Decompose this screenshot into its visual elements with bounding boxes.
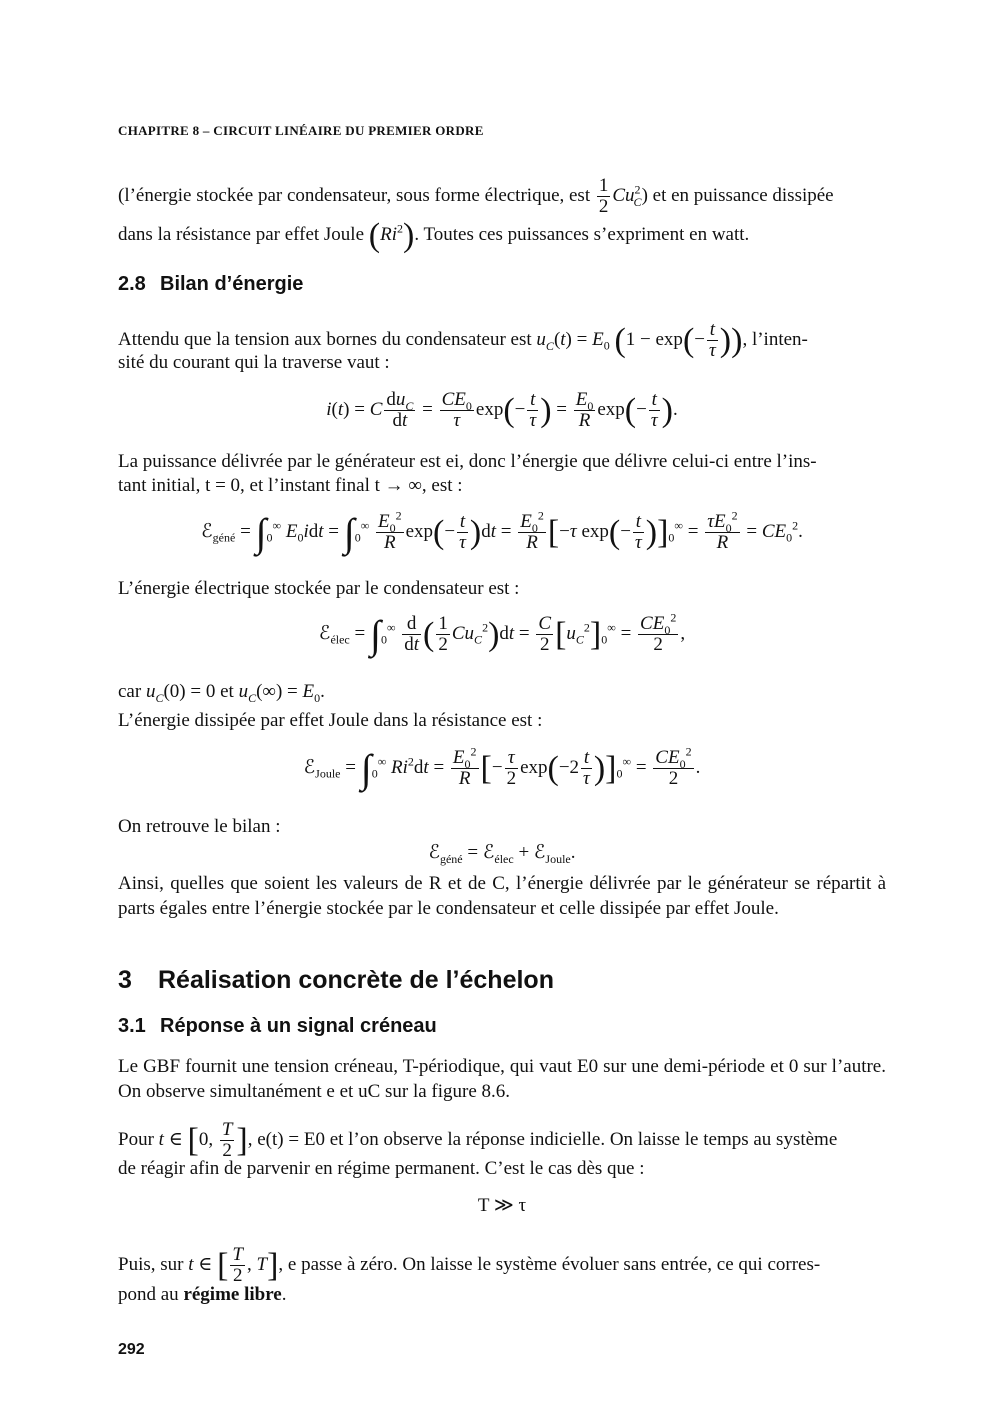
intro-text-a: (l’énergie stockée par condensateur, sous forme électrique, est bbox=[118, 184, 591, 206]
equation-current: i(t) = C $\frac{du_C}{dt}$ = $\frac{CE_0}{\tau}$ exp(− $\frac{t}{\tau}$ ) = $\frac{E_0}{R}$ exp(− $\frac{t}{\tau}$ ). bbox=[326, 389, 678, 431]
paragraph-text: Pour bbox=[118, 1128, 154, 1150]
paragraph-puis: Puis, sur t ∈ [ $\frac{T}{2}$ , T], e passe à zéro. On laisse le système évoluer sans entrée, ce qui corres- bbox=[118, 1244, 821, 1286]
paragraph-tension-cont: sité du courant qui la traverse vaut : bbox=[118, 352, 390, 373]
paragraph-gbf: Le GBF fournit une tension créneau, T-périodique, qui vaut E0 sur une demi-période et 0 sur l’autre. On observe simultanément e et uC sur la figure 8.6. bbox=[118, 1056, 886, 1102]
paragraph-pour: Pour t ∈ [0, $\frac{T}{2}$ ], e(t) = E0 et l’on observe la réponse indicielle. On laisse le temps au système bbox=[118, 1119, 838, 1161]
equation-bilan: ℰ$_{géné}$ = ℰ$_{élec}$ + ℰ$_{Joule}$. bbox=[428, 842, 576, 866]
intro-text-d: . Toutes ces puissances s’expriment en watt. bbox=[414, 224, 750, 245]
intro-text-b: ) et en puissance dissipée bbox=[641, 184, 834, 206]
paragraph-electric: L’énergie électrique stockée par le condensateur est : bbox=[118, 578, 520, 599]
page-number: 292 bbox=[118, 1341, 145, 1358]
paragraph-puissance bbox=[118, 449, 886, 474]
section-number: 3 bbox=[118, 966, 132, 994]
running-header: CHAPITRE 8 – CIRCUIT LINÉAIRE DU PREMIER ORDRE bbox=[118, 123, 484, 138]
paragraph-text: pond au bbox=[118, 1284, 179, 1305]
section-number: 3.1 bbox=[118, 1015, 146, 1037]
paragraph-text: La puissance délivrée par le générateur est ei, donc l’énergie que délivre celui-ci entre l’ins- bbox=[118, 451, 817, 472]
section-3-1-heading bbox=[118, 1014, 437, 1039]
equation-energy-joule: ℰ$_{Joule}$ = $\int_0^\infty$ $Ri^2dt$ = $\frac{E_0^2}{R}$ [− $\frac{\tau}{2}$ exp(−2 $\frac{t}{\tau}$ )]$_0^\infty$ = $\frac{CE_0^2}{2}$ . bbox=[303, 744, 701, 791]
section-title: Réponse à un signal créneau bbox=[160, 1015, 437, 1037]
equation-energy-electric: ℰ$_{élec}$ = $\int_0^\infty$ $\frac{d}{dt}$ ( $\frac{1}{2}$ $Cu_C^2)dt$ = $\frac{C}{2}$ $[u_C^2]_0^\infty$ = $\frac{CE_0^2}{2}$ , bbox=[318, 610, 686, 657]
paragraph-ainsi: Ainsi, quelles que soient les valeurs de R et de C, l’énergie délivrée par le générateur se répartit à parts égales entre l’énergie stockée par le condensateur et celle dissipée par effet Joule. bbox=[118, 873, 886, 919]
paragraph-bilan: On retrouve le bilan : bbox=[118, 816, 281, 837]
section-title: Réalisation concrète de l’échelon bbox=[158, 966, 554, 994]
paragraph-joule: L’énergie dissipée par effet Joule dans la résistance est : bbox=[118, 710, 543, 731]
section-title: Bilan d’énergie bbox=[160, 273, 304, 295]
paragraph-tension: Attendu que la tension aux bornes du condensateur est $u_C(t) = E_0$ (1 − exp(− $\frac{t}{\tau}$ )), l’inten- bbox=[118, 319, 808, 361]
equation-energy-generator: ℰ$_{géné}$ = $\int_0^\infty$ $E_0idt = \int_0^\infty$ $\frac{E_0^2}{R}$ exp(− $\frac{t}{\tau}$ )dt = $\frac{E_0^2}{R}$ [−τ exp(− $\frac{t}{\tau}$ )]$_0^\infty$ = $\frac{\tau E_0^2}{R}$ = $CE_0^2$. bbox=[201, 508, 803, 555]
paragraph-text: , e(t) = E0 et l’on observe la réponse indicielle. On laisse le temps au système bbox=[247, 1128, 838, 1150]
section-3-heading bbox=[118, 968, 554, 993]
section-2-8-heading bbox=[118, 272, 303, 297]
paragraph-puissance-cont: tant initial, t = 0, et l’instant final t → ∞, est : bbox=[118, 475, 463, 496]
paragraph-text: , e passe à zéro. On laisse le système évoluer sans entrée, ce qui corres- bbox=[278, 1253, 821, 1275]
intro-line-1: (l’énergie stockée par condensateur, sous forme électrique, est $\frac{1}{2}$ $Cu^2_C$) et en puissance dissipée bbox=[118, 175, 834, 217]
paragraph-text: , l’inten- bbox=[742, 328, 808, 350]
bold-term: régime libre bbox=[183, 1284, 282, 1305]
paragraph-text: Puis, sur bbox=[118, 1253, 184, 1275]
paragraph-car: car $u_C(0) = 0$ et $u_C(\infty) = E_0$. bbox=[118, 681, 325, 705]
intro-line-2: dans la résistance par effet Joule (Ri$^2$). Toutes ces puissances s’expriment en watt. bbox=[118, 217, 750, 255]
intro-text-c: dans la résistance par effet Joule bbox=[118, 224, 365, 245]
paragraph-puis-cont bbox=[118, 1282, 886, 1307]
paragraph-text: . bbox=[281, 1284, 287, 1305]
paragraph-text: Attendu que la tension aux bornes du condensateur est bbox=[118, 328, 532, 350]
paragraph-pour-cont: de réagir afin de parvenir en régime permanent. C’est le cas dès que : bbox=[118, 1158, 645, 1179]
equation-condition: T ≫ τ bbox=[477, 1195, 527, 1216]
section-number: 2.8 bbox=[118, 273, 146, 295]
